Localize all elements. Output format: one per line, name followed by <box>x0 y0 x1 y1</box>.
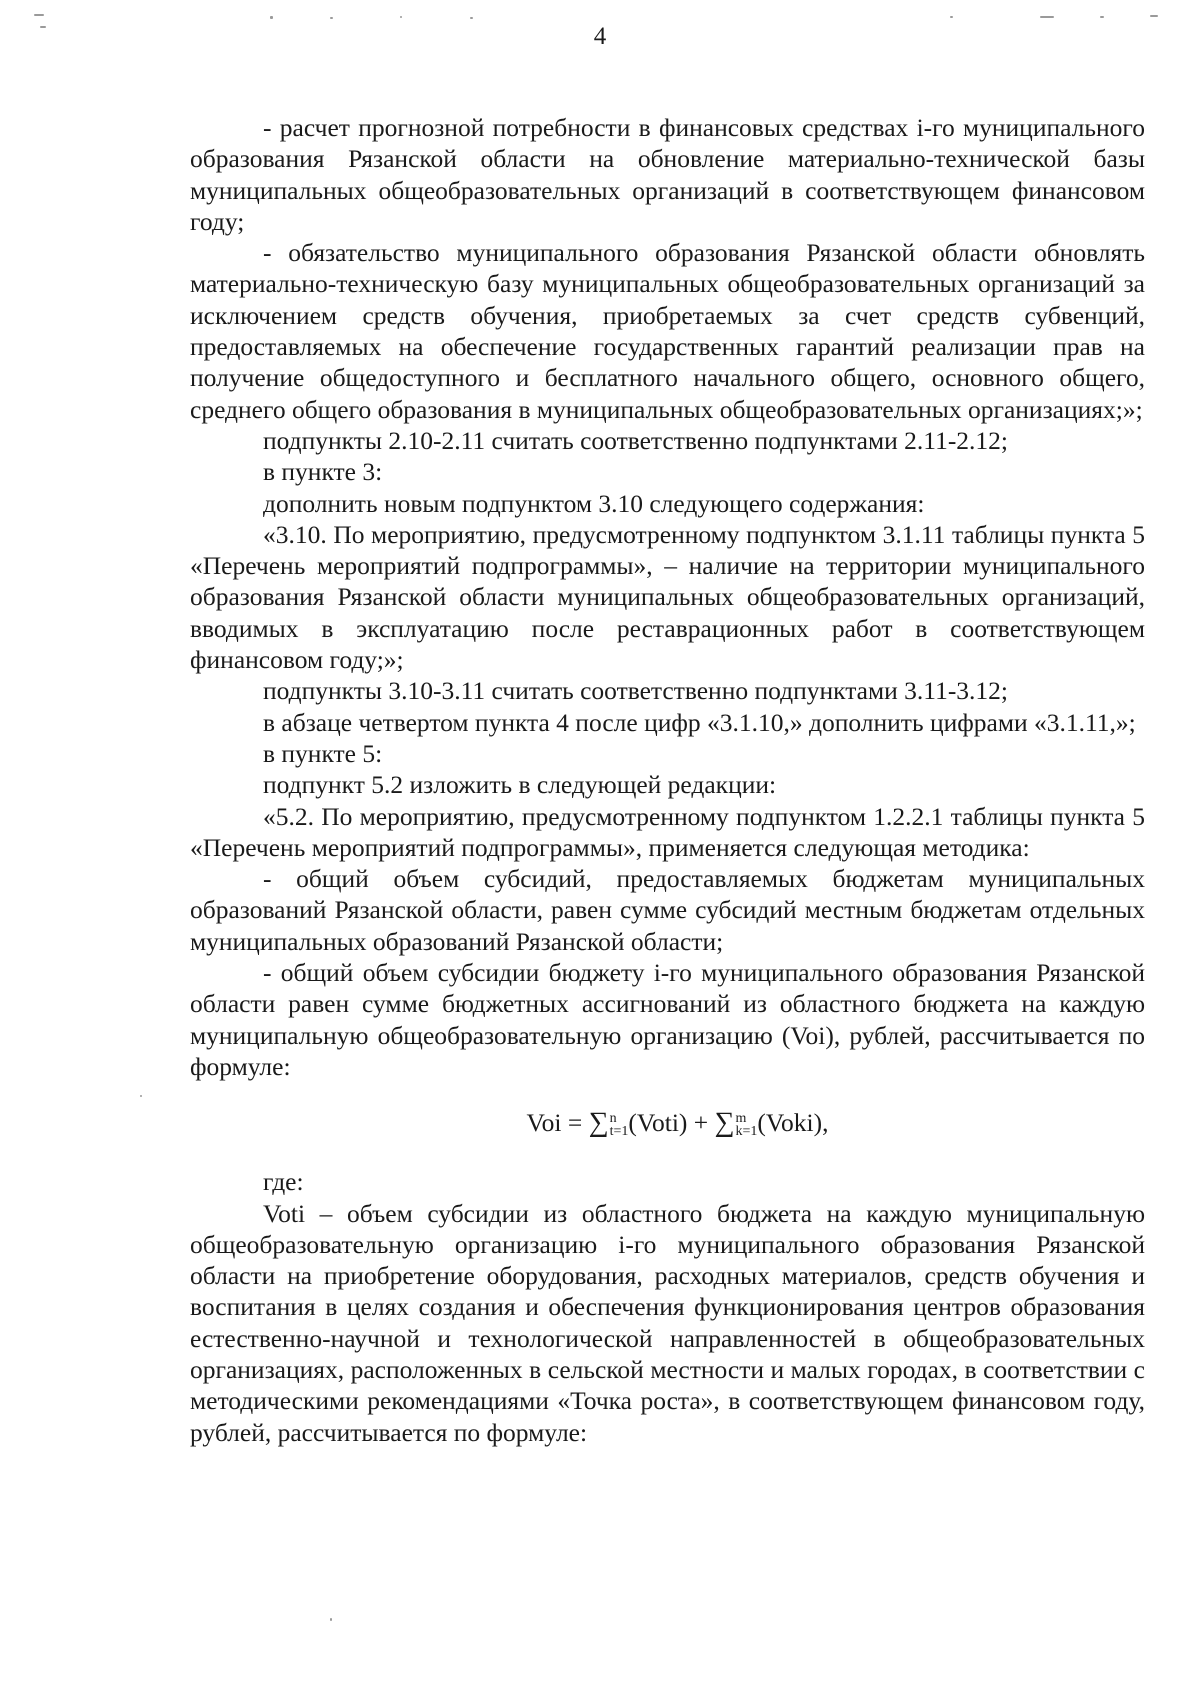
formula-voi <box>190 1106 1145 1140</box>
scan-artifact <box>34 14 44 16</box>
paragraph: подпункты 2.10-2.11 считать соответственно подпунктами 2.11-2.12; <box>263 425 1009 455</box>
sum-upper-limit: n <box>609 1111 617 1127</box>
sum-symbol: ∑ <box>588 1107 609 1139</box>
scan-artifact <box>1100 16 1104 18</box>
sum-symbol: ∑ <box>714 1107 735 1139</box>
scan-artifact <box>330 1618 332 1621</box>
scan-artifact <box>1040 16 1054 18</box>
paragraph: где: <box>263 1167 304 1197</box>
scan-artifact <box>1150 15 1158 17</box>
sum-lower-limit: t=1 <box>609 1124 629 1140</box>
paragraph: «3.10. По мероприятию, предусмотренному подпунктом 3.1.11 таблицы пункта 5 «Перечень мероприятий подпрограммы», – наличие на территории муниципального образования Рязанской области муниципальных общеобразовательных организаций, вводимых в эксплуатацию после реставрационных работ в соответствующем финансовом году;»; <box>190 519 1145 675</box>
sum-limits <box>736 1112 758 1138</box>
paragraph: подпункт 5.2 изложить в следующей редакции: <box>263 770 777 800</box>
sum-upper-limit: m <box>735 1111 747 1127</box>
paragraph: в пункте 3: <box>263 457 383 487</box>
paragraph: - обязательство муниципального образования Рязанской области обновлять материально-техническую базу муниципальных общеобразовательных организаций за исключением средств обучения, приобретаемых за счет средств субвенций, предоставляемых на обеспечение государственных гарантий реализации прав на получение общедоступного и бесплатного начального общего, основного общего, среднего общего образования в муниципальных общеобразовательных организациях;»; <box>190 238 1145 424</box>
scan-artifact <box>140 1095 142 1097</box>
scan-artifact <box>470 17 473 19</box>
scan-artifact <box>400 16 402 18</box>
scan-artifact <box>950 16 953 18</box>
formula-term: (Voki), <box>757 1108 829 1138</box>
sum-limits <box>610 1112 629 1138</box>
paragraph: в абзаце четвертом пункта 4 после цифр «3.1.10,» дополнить цифрами «3.1.11,»; <box>263 707 1136 737</box>
paragraph: «5.2. По мероприятию, предусмотренному подпунктом 1.2.2.1 таблицы пункта 5 «Перечень мероприятий подпрограммы», применяется следующая методика: <box>190 801 1145 862</box>
paragraph: - общий объем субсидии бюджету i-го муниципального образования Рязанской области равен сумме бюджетных ассигнований из областного бюджета на каждую муниципальную общеобразовательную организацию (Voi), рублей, рассчитывается по формуле: <box>190 958 1145 1081</box>
paragraph: дополнить новым подпунктом 3.10 следующего содержания: <box>263 488 925 518</box>
formula-lhs: Voi = <box>526 1108 583 1138</box>
document-body <box>190 112 1145 1448</box>
page-number: 4 <box>593 23 607 50</box>
paragraph: - расчет прогнозной потребности в финансовых средствах i-го муниципального образования Рязанской области на обновление материально-технической базы муниципальных общеобразовательных организаций в соответствующем финансовом году; <box>190 113 1145 236</box>
scan-artifact <box>270 16 273 19</box>
scan-artifact <box>330 17 333 19</box>
sum-lower-limit: k=1 <box>735 1124 758 1140</box>
paragraph: Voti – объем субсидии из областного бюджета на каждую муниципальную общеобразовательную организацию i-го муниципального образования Рязанской области на приобретение оборудования, расходных материалов, средств обучения и воспитания в целях создания и обеспечения функционирования центров образования естественно-научной и технологической направленностей в общеобразовательных организациях, расположенных в сельской местности и малых городах, в соответствии с методическими рекомендациями «Точка роста», в соответствующем финансовом году, рублей, рассчитывается по формуле: <box>190 1198 1145 1447</box>
paragraph: в пункте 5: <box>263 738 383 768</box>
formula-term: (Voti) + <box>628 1108 709 1138</box>
paragraph: подпункты 3.10-3.11 считать соответственно подпунктами 3.11-3.12; <box>263 676 1009 706</box>
paragraph: - общий объем субсидий, предоставляемых бюджетам муниципальных образований Рязанской области, равен сумме субсидий местным бюджетам отдельных муниципальных образований Рязанской области; <box>190 864 1145 956</box>
